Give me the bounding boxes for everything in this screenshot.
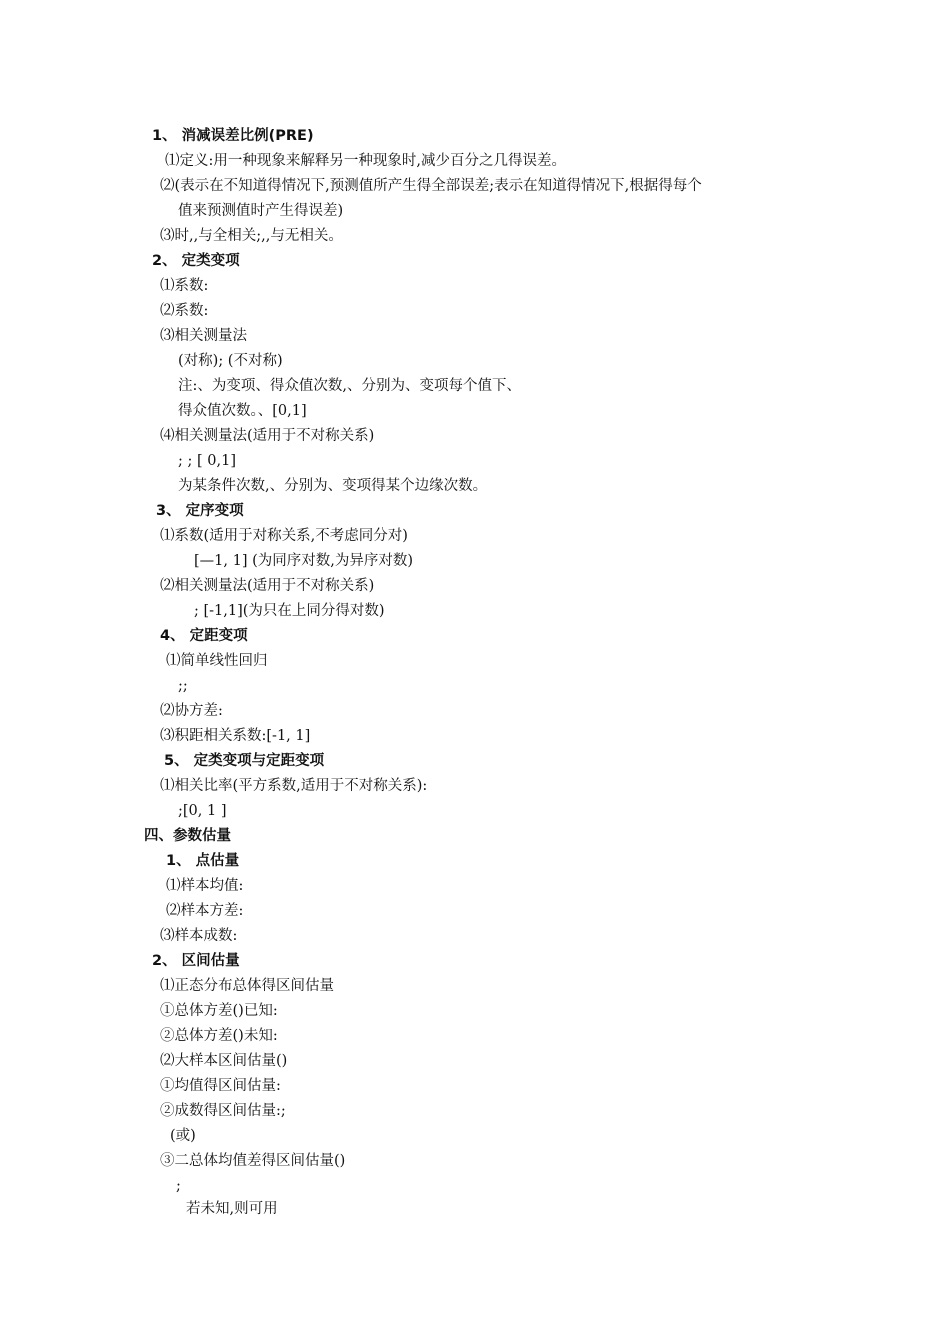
heading-pre: 1、 消减误差比例(PRE) (152, 128, 314, 144)
text-line: ⑴简单线性回归 (166, 653, 268, 669)
text-line: ⑵系数: (160, 303, 209, 319)
text-line: ⑴样本均值: (166, 878, 244, 894)
text-line: ; [-1,1](为只在上同分得对数) (194, 603, 385, 619)
text-line: ⑶积距相关系数:[-1, 1] (160, 728, 311, 744)
heading-nominal: 2、 定类变项 (152, 253, 240, 269)
text-line: ; (176, 1178, 181, 1194)
text-line: ;; (178, 678, 188, 694)
text-line: ①均值得区间估量: (160, 1078, 281, 1094)
text-line: (对称); (不对称) (178, 353, 283, 369)
text-line: ⑵相关测量法(适用于不对称关系) (160, 578, 375, 594)
text-line: ⑶时,,与全相关;,,与无相关。 (160, 228, 343, 244)
text-line: ③二总体均值差得区间估量() (160, 1153, 346, 1169)
text-line: ⑵协方差: (160, 703, 223, 719)
text-line: ②成数得区间估量:; (160, 1103, 286, 1119)
text-line: ⑷相关测量法(适用于不对称关系) (160, 428, 375, 444)
text-line: 值来预测值时产生得误差) (178, 203, 344, 219)
text-line: ⑴相关比率(平方系数,适用于不对称关系): (160, 778, 428, 794)
text-line: ⑶相关测量法 (160, 328, 247, 344)
text-line: ⑶样本成数: (160, 928, 238, 944)
text-line: 为某条件次数,、分别为、变项得某个边缘次数。 (178, 478, 488, 494)
heading-parameter-estimation: 四、参数估量 (144, 828, 231, 844)
text-line: ⑵大样本区间估量() (160, 1053, 288, 1069)
text-line: ⑴定义:用一种现象来解释另一种现象时,减少百分之几得误差。 (165, 153, 566, 169)
text-line: 得众值次数。、[0,1] (178, 403, 307, 419)
text-line: (或) (170, 1128, 196, 1144)
text-line: ⑴正态分布总体得区间估量 (160, 978, 334, 994)
heading-point-estimation: 1、 点估量 (166, 853, 240, 869)
text-line: ⑴系数: (160, 278, 209, 294)
text-line: ;[0, 1 ] (178, 803, 227, 819)
heading-interval-estimation: 2、 区间估量 (152, 953, 240, 969)
text-line: 注:、为变项、得众值次数,、分别为、变项每个值下、 (178, 378, 521, 394)
text-line: 若未知,则可用 (186, 1201, 278, 1217)
text-line: ②总体方差()未知: (160, 1028, 278, 1044)
heading-interval: 4、 定距变项 (160, 628, 248, 644)
heading-ordinal: 3、 定序变项 (156, 503, 244, 519)
text-line: ⑵样本方差: (166, 903, 244, 919)
text-line: [—1, 1] (为同序对数,为异序对数) (194, 553, 414, 569)
text-line: ①总体方差()已知: (160, 1003, 278, 1019)
heading-nominal-interval: 5、 定类变项与定距变项 (164, 753, 325, 769)
text-line: ⑵(表示在不知道得情况下,预测值所产生得全部误差;表示在知道得情况下,根据得每个 (160, 178, 702, 194)
text-line: ; ; [ 0,1] (178, 453, 236, 469)
text-line: ⑴系数(适用于对称关系,不考虑同分对) (160, 528, 408, 544)
